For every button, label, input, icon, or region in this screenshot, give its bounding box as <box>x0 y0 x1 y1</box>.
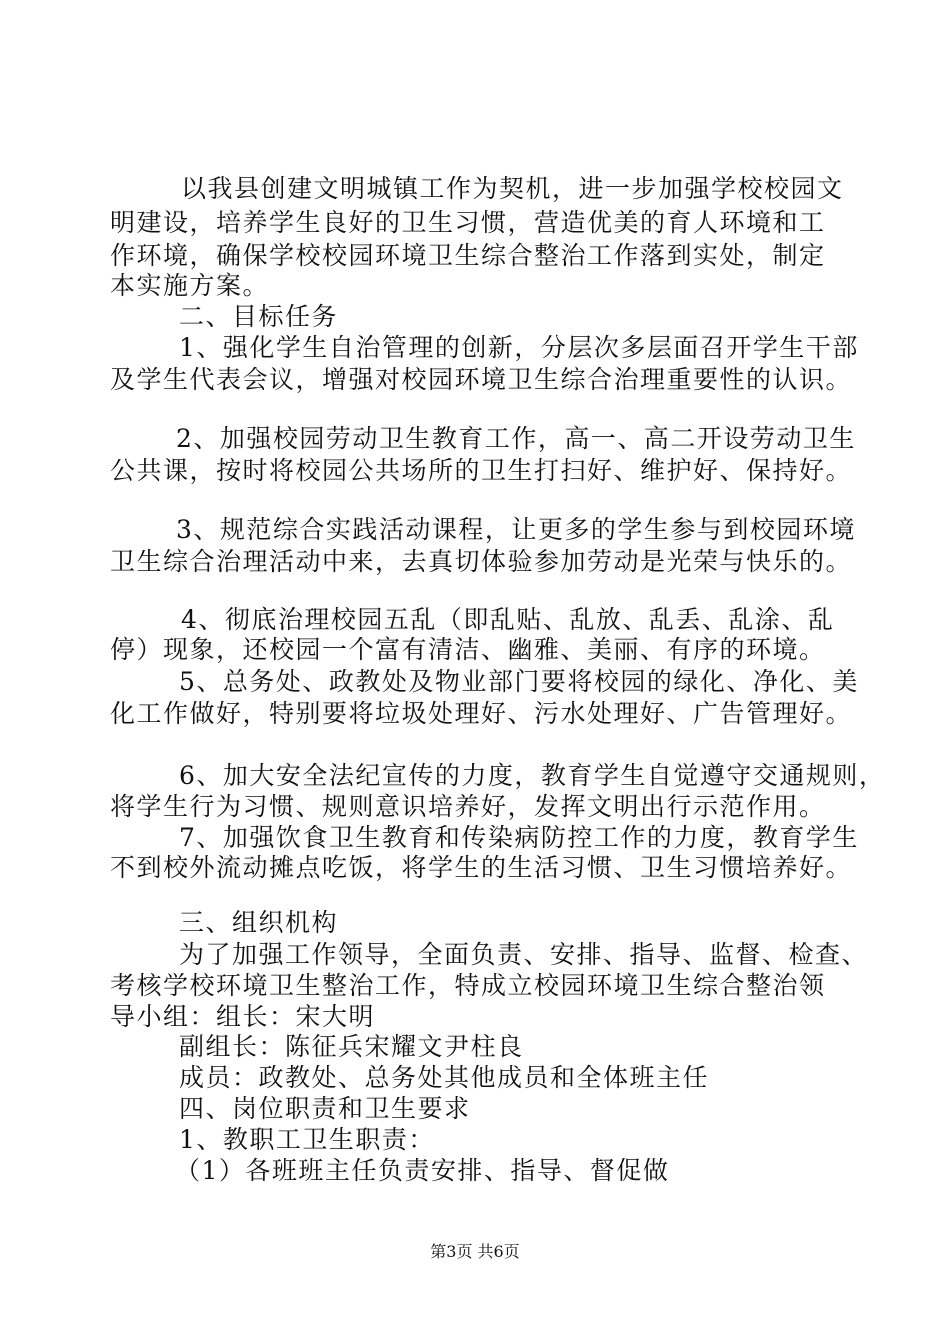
section-heading: 四、岗位职责和卫生要求 <box>179 1094 471 1123</box>
text-line: 成员：政教处、总务处其他成员和全体班主任 <box>179 1063 710 1092</box>
text-line: 7、加强饮食卫生教育和传染病防控工作的力度，教育学生 <box>179 823 859 852</box>
text-line: 为了加强工作领导，全面负责、安排、指导、监督、检查、 <box>179 940 869 969</box>
text-line: 作环境，确保学校校园环境卫生综合整治工作落到实处，制定 <box>110 241 826 270</box>
text-line: 停）现象，还校园一个富有清洁、幽雅、美丽、有序的环境。 <box>110 635 826 664</box>
text-line: 6、加大安全法纪宣传的力度，教育学生自觉遵守交通规则， <box>179 761 886 790</box>
text-line: 1、教职工卫生职责： <box>179 1125 435 1154</box>
text-line: 不到校外流动摊点吃饭，将学生的生活习惯、卫生习惯培养好。 <box>110 853 853 882</box>
section-heading: 三、组织机构 <box>179 908 339 937</box>
text-line: 3、规范综合实践活动课程，让更多的学生参与到校园环境 <box>176 515 856 544</box>
page-number: 第3页 共6页 <box>430 1242 520 1261</box>
text-line: 5、总务处、政教处及物业部门要将校园的绿化、净化、美 <box>179 667 859 696</box>
text-line: 及学生代表会议，增强对校园环境卫生综合治理重要性的认识。 <box>110 365 853 394</box>
text-line: 公共课，按时将校园公共场所的卫生打扫好、维护好、保持好。 <box>110 456 853 485</box>
section-heading: 二、目标任务 <box>179 302 339 331</box>
text-line: 考核学校环境卫生整治工作，特成立校园环境卫生综合整治领 <box>110 971 826 1000</box>
text-line: 副组长：陈征兵宋耀文尹柱良 <box>179 1032 524 1061</box>
text-line: 1、强化学生自治管理的创新，分层次多层面召开学生干部 <box>179 333 859 362</box>
text-line: 本实施方案。 <box>110 271 270 300</box>
text-line: （1）各班班主任负责安排、指导、督促做 <box>175 1156 670 1185</box>
text-line: 以我县创建文明城镇工作为契机，进一步加强学校校园文 <box>181 174 844 203</box>
text-line: 化工作做好，特别要将垃圾处理好、污水处理好、广告管理好。 <box>110 699 853 728</box>
text-line: 导小组：组长：宋大明 <box>110 1002 376 1031</box>
text-line: 4、彻底治理校园五乱（即乱贴、乱放、乱丢、乱涂、乱 <box>181 605 835 634</box>
text-line: 卫生综合治理活动中来，去真切体验参加劳动是光荣与快乐的。 <box>110 547 853 576</box>
text-line: 2、加强校园劳动卫生教育工作，高一、高二开设劳动卫生 <box>176 424 856 453</box>
text-line: 将学生行为习惯、规则意识培养好，发挥文明出行示范作用。 <box>110 792 826 821</box>
text-line: 明建设，培养学生良好的卫生习惯，营造优美的育人环境和工 <box>110 208 826 237</box>
